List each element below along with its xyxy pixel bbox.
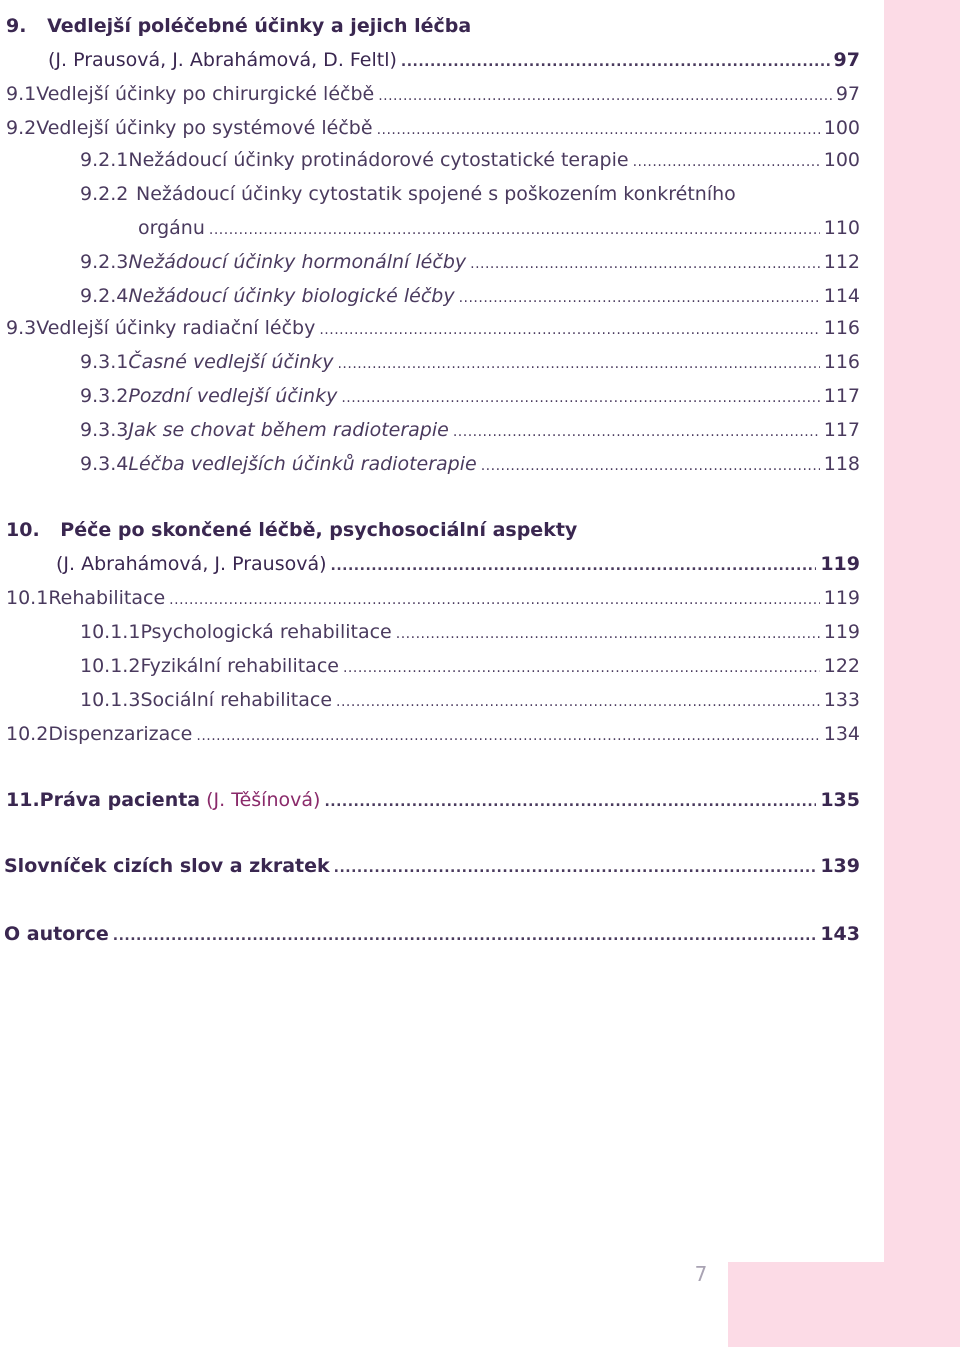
page-ref: 119 [823, 621, 860, 643]
entry-number: 10.1.1 [80, 621, 141, 643]
entry-title: Nežádoucí účinky cytostatik spojené s poškozením konkrétního [136, 183, 736, 205]
page-ref: 112 [823, 251, 860, 273]
toc-entry[interactable] [80, 384, 860, 410]
entry-number: 9.3.1 [80, 351, 129, 373]
chapter-11-title: Práva pacienta [39, 789, 201, 811]
toc-entry[interactable] [80, 688, 860, 714]
chapter-10-title: Péče po skončené léčbě, psychosociální aspekty [60, 519, 578, 541]
chapter-11-number: 11. [6, 789, 40, 811]
toc-entry[interactable] [48, 48, 860, 74]
leader-dots [377, 118, 820, 142]
toc-entry[interactable] [56, 552, 860, 578]
margin-decoration-bar [884, 0, 960, 1347]
toc-entry[interactable] [6, 722, 860, 748]
toc-entry[interactable] [80, 620, 860, 646]
page-ref: 97 [835, 83, 860, 105]
page-ref: 116 [823, 317, 860, 339]
leader-dots [336, 690, 820, 714]
chapter-10-authors: (J. Abrahámová, J. Prausová) [56, 553, 327, 575]
leader-dots [209, 218, 820, 242]
page-ref: 118 [823, 453, 860, 475]
page-ref: 117 [823, 419, 860, 441]
toc-entry[interactable] [80, 284, 860, 310]
toc-entry[interactable] [80, 350, 860, 376]
leader-dots [378, 84, 832, 108]
page-number: 7 [694, 1262, 708, 1286]
toc-entry[interactable] [6, 82, 860, 108]
chapter-11-authors: (J. Těšínová) [206, 789, 321, 811]
entry-number: 9.3 [6, 317, 37, 339]
chapter-9-title: Vedlejší poléčebné účinky a jejich léčba [47, 15, 472, 37]
page-ref: 133 [823, 689, 860, 711]
page-ref: 117 [823, 385, 860, 407]
entry-number: 9.2.2 [80, 183, 129, 205]
leader-dots [113, 924, 817, 948]
entry-title: Vedlejší účinky po chirurgické léčbě [36, 83, 375, 105]
leader-dots [341, 386, 819, 410]
toc-entry[interactable] [4, 922, 860, 948]
leader-dots [337, 352, 819, 376]
about-title: O autorce [4, 923, 109, 945]
entry-title: Vedlejší účinky po systémové léčbě [36, 117, 373, 139]
entry-title: Dispenzarizace [48, 723, 193, 745]
entry-title: Nežádoucí účinky protinádorové cytostatické terapie [128, 149, 629, 171]
entry-number: 9.3.3 [80, 419, 129, 441]
toc-entry[interactable] [80, 250, 860, 276]
leader-dots [196, 724, 819, 748]
leader-dots [396, 622, 820, 646]
leader-dots [470, 252, 820, 276]
toc-entry[interactable] [80, 148, 860, 174]
leader-dots [343, 656, 820, 680]
toc-entry[interactable] [6, 116, 860, 142]
entry-title-continued: orgánu [138, 217, 205, 239]
entry-title: Nežádoucí účinky biologické léčby [128, 285, 455, 307]
page-ref: 134 [823, 723, 860, 745]
leader-dots [331, 554, 817, 578]
toc-entry[interactable] [4, 854, 860, 880]
entry-number: 10.1.3 [80, 689, 141, 711]
page-ref: 110 [823, 217, 860, 239]
entry-title: Rehabilitace [48, 587, 166, 609]
page-ref: 116 [823, 351, 860, 373]
entry-title: Vedlejší účinky radiační léčby [36, 317, 316, 339]
toc-entry[interactable] [80, 654, 860, 680]
leader-dots [401, 50, 830, 74]
page-ref: 139 [820, 855, 860, 877]
chapter-9-authors: (J. Prausová, J. Abrahámová, D. Feltl) [48, 49, 397, 71]
entry-title: Nežádoucí účinky hormonální léčby [128, 251, 467, 273]
chapter-10-heading [6, 518, 577, 542]
entry-number: 9.3.2 [80, 385, 129, 407]
toc-entry[interactable] [80, 418, 860, 444]
toc-entry[interactable] [6, 586, 860, 612]
toc-entry[interactable] [6, 788, 860, 814]
entry-title: Léčba vedlejších účinků radioterapie [128, 453, 477, 475]
entry-title: Sociální rehabilitace [140, 689, 333, 711]
entry-title: Psychologická rehabilitace [140, 621, 392, 643]
page-ref: 119 [820, 553, 860, 575]
chapter-10-number: 10. [6, 519, 40, 541]
entry-number: 10.1.2 [80, 655, 141, 677]
leader-dots [481, 454, 820, 478]
page-ref: 143 [820, 923, 860, 945]
leader-dots [453, 420, 820, 444]
page-ref: 135 [820, 789, 860, 811]
entry-number: 9.2 [6, 117, 37, 139]
entry-number: 9.3.4 [80, 453, 129, 475]
chapter-9-number: 9. [6, 15, 27, 37]
leader-dots [459, 286, 820, 310]
leader-dots [334, 856, 817, 880]
footer-decoration-band [728, 1262, 960, 1347]
entry-number: 10.2 [6, 723, 49, 745]
toc-entry[interactable] [6, 316, 860, 342]
page-ref: 119 [823, 587, 860, 609]
leader-dots [319, 318, 819, 342]
page-ref: 100 [823, 117, 860, 139]
toc-entry[interactable] [138, 216, 860, 242]
entry-number: 9.2.3 [80, 251, 129, 273]
page-ref: 114 [823, 285, 860, 307]
page-ref: 100 [823, 149, 860, 171]
entry-title: Pozdní vedlejší účinky [128, 385, 338, 407]
entry-number: 10.1 [6, 587, 49, 609]
leader-dots [633, 150, 820, 174]
entry-title: Fyzikální rehabilitace [140, 655, 339, 677]
glossary-title: Slovníček cizích slov a zkratek [4, 855, 330, 877]
entry-title: Jak se chovat během radioterapie [128, 419, 449, 441]
entry-number: 9.1 [6, 83, 37, 105]
leader-dots [169, 588, 820, 612]
toc-entry-first-line[interactable] [80, 182, 736, 206]
leader-dots [324, 790, 816, 814]
toc-entry[interactable] [80, 452, 860, 478]
entry-number: 9.2.4 [80, 285, 129, 307]
entry-number: 9.2.1 [80, 149, 129, 171]
page-ref: 122 [823, 655, 860, 677]
chapter-9-heading [6, 14, 471, 38]
entry-title: Časné vedlejší účinky [128, 351, 334, 373]
page-ref: 97 [833, 49, 860, 71]
